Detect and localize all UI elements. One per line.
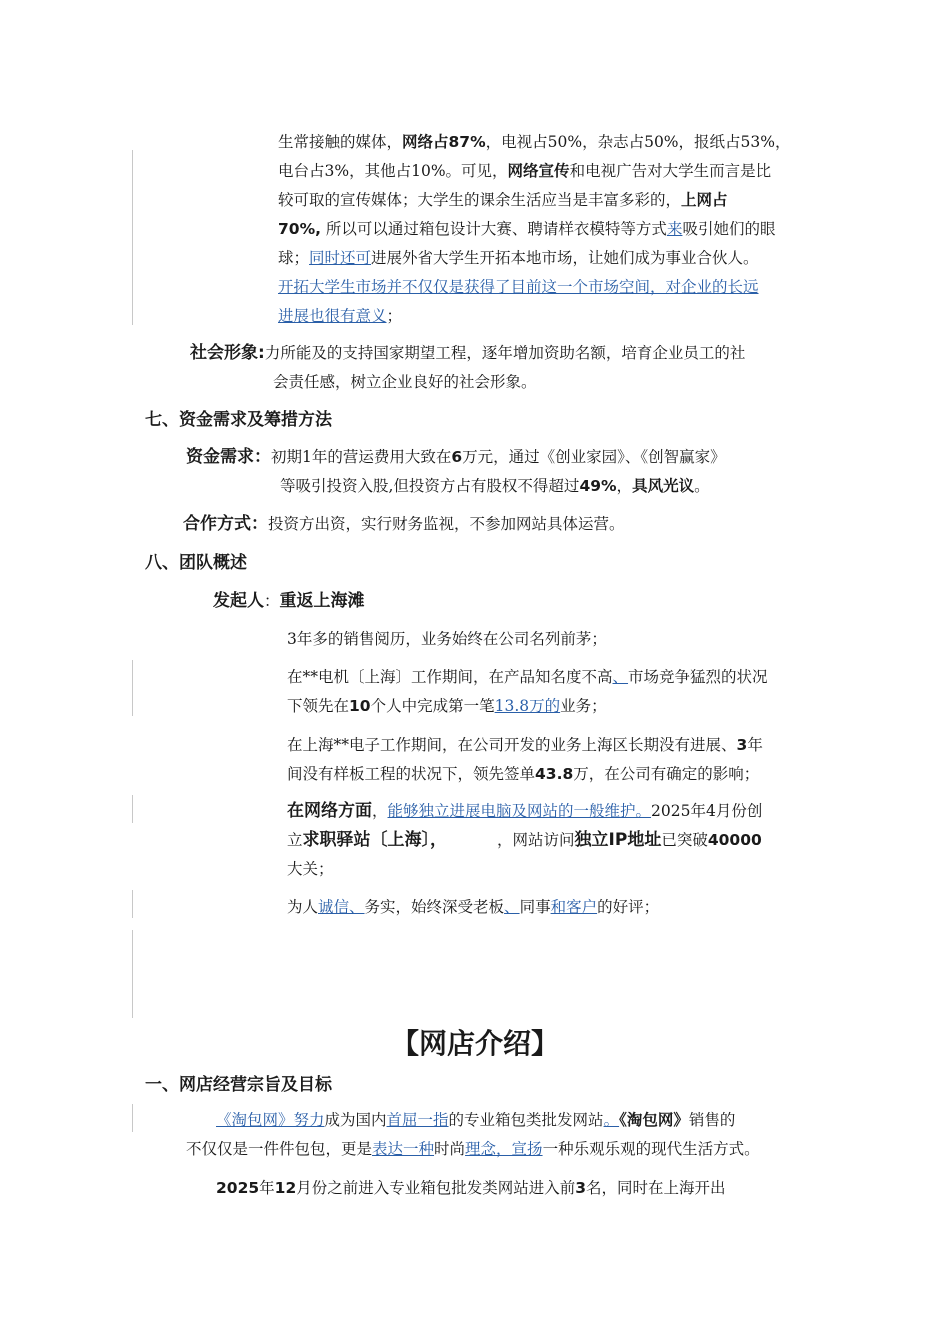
link-taobao[interactable]: 《淘包网》努力 xyxy=(216,1111,325,1129)
team-p5: 为人诚信、务实，始终深受老板、同事和客户的好评； xyxy=(287,898,660,916)
founder-name: 重返上海滩 xyxy=(279,591,365,611)
social-line-1: 社会形象:力所能及的支持国家期望工程，逐年增加资助名额，培育企业员工的社 xyxy=(190,343,746,363)
market-line-1: 生常接触的媒体，网络占87%，电视占50%，杂志占50%，报纸占53%， xyxy=(278,133,791,151)
section-7-heading: 七、资金需求及筹措方法 xyxy=(145,410,332,430)
link-shouqu[interactable]: 首屈一指 xyxy=(386,1111,449,1129)
coop-label: 合作方式： xyxy=(183,514,268,534)
link-yiyi[interactable]: 进展也很有意义 xyxy=(278,307,387,325)
link-lai[interactable]: 来 xyxy=(666,220,683,238)
funding-line-1: 资金需求：初期1年的营运费用大致在6万元，通过《创业家园》、《创智赢家》 xyxy=(186,447,726,467)
market-line-4: 70%, 所以可以通过箱包设计大赛、聘请样衣模特等方式来吸引她们的眼 xyxy=(278,220,776,238)
shop-line-3: 2025年12月份之前进入专业箱包批发类网站进入前3名，同时在上海开出 xyxy=(216,1179,726,1197)
link-chengxin[interactable]: 诚信、 xyxy=(318,898,365,916)
team-p4-line-1: 在网络方面，能够独立进展电脑及网站的一般维护。2025年4月份创 xyxy=(287,801,763,821)
team-p4-line-3: 大关； xyxy=(287,860,334,878)
margin-bar-2 xyxy=(132,660,133,716)
team-p4-line-2: 立求职驿站〔上海〕， ，网站访问独立IP地址已突破40000 xyxy=(287,830,762,850)
section-8-heading: 八、团队概述 xyxy=(145,553,247,573)
shop-line-1: 《淘包网》努力成为国内首屈一指的专业箱包类批发网站。《淘包网》销售的 xyxy=(216,1111,736,1129)
link-kehu[interactable]: 和客户 xyxy=(550,898,598,916)
link-network[interactable]: 能够独立进展电脑及网站的一般维护。 xyxy=(387,802,652,820)
shop-heading: 一、网店经营宗旨及目标 xyxy=(145,1075,332,1095)
shop-line-2: 不仅仅是一件件包包，更是表达一种时尚理念，宣扬一种乐观乐观的现代生活方式。 xyxy=(186,1140,760,1158)
shop-title: 【网店介绍】 xyxy=(390,1027,559,1060)
funding-line-2: 等吸引投资入股,但投资方占有股权不得超过49%，具风光议。 xyxy=(280,477,710,495)
founder-line: 发起人：重返上海滩 xyxy=(213,591,365,611)
funding-label: 资金需求： xyxy=(186,447,271,467)
team-p3-line-1: 在上海**电子工作期间，在公司开发的业务上海区长期没有进展、3年 xyxy=(287,736,763,754)
margin-bar-5 xyxy=(132,930,133,1018)
margin-bar-4 xyxy=(132,890,133,918)
link-tongshi[interactable]: 同时还可 xyxy=(309,249,372,267)
market-line-7: 进展也很有意义； xyxy=(278,307,403,325)
team-p1: 3年多的销售阅历，业务始终在公司名列前茅； xyxy=(287,630,607,648)
social-line-2: 会责任感，树立企业良好的社会形象。 xyxy=(273,373,537,391)
link-linian[interactable]: 理念，宣扬 xyxy=(465,1140,543,1158)
margin-bar-1 xyxy=(132,150,133,325)
coop-line: 合作方式：投资方出资，实行财务监视，不参加网站具体运营。 xyxy=(183,514,625,534)
team-p2-line-2: 下领先在10个人中完成第一笔13.8万的业务； xyxy=(287,697,607,715)
margin-bar-3 xyxy=(132,795,133,823)
market-line-5: 球；同时还可进展外省大学生开拓本地市场，让她们成为事业合伙人。 xyxy=(278,249,759,267)
market-line-3: 较可取的宣传媒体；大学生的课余生活应当是丰富多彩的，上网占 xyxy=(278,191,728,209)
market-line-2: 电台占3%，其他占10%。可见，网络宣传和电视广告对大学生而言是比 xyxy=(278,162,772,180)
link-13-8[interactable]: 13.8万的 xyxy=(494,697,561,715)
margin-bar-6 xyxy=(132,1104,133,1132)
link-biaoda[interactable]: 表达一种 xyxy=(372,1140,435,1158)
social-label: 社会形象: xyxy=(190,343,265,363)
team-p2-line-1: 在**电机〔上海〕工作期间，在产品知名度不高、市场竞争猛烈的状况 xyxy=(287,668,768,686)
market-line-6[interactable]: 开拓大学生市场并不仅仅是获得了目前这一个市场空间，对企业的长远 xyxy=(278,278,759,296)
team-p3-line-2: 间没有样板工程的状况下，领先签单43.8万，在公司有确定的影响； xyxy=(287,765,760,783)
